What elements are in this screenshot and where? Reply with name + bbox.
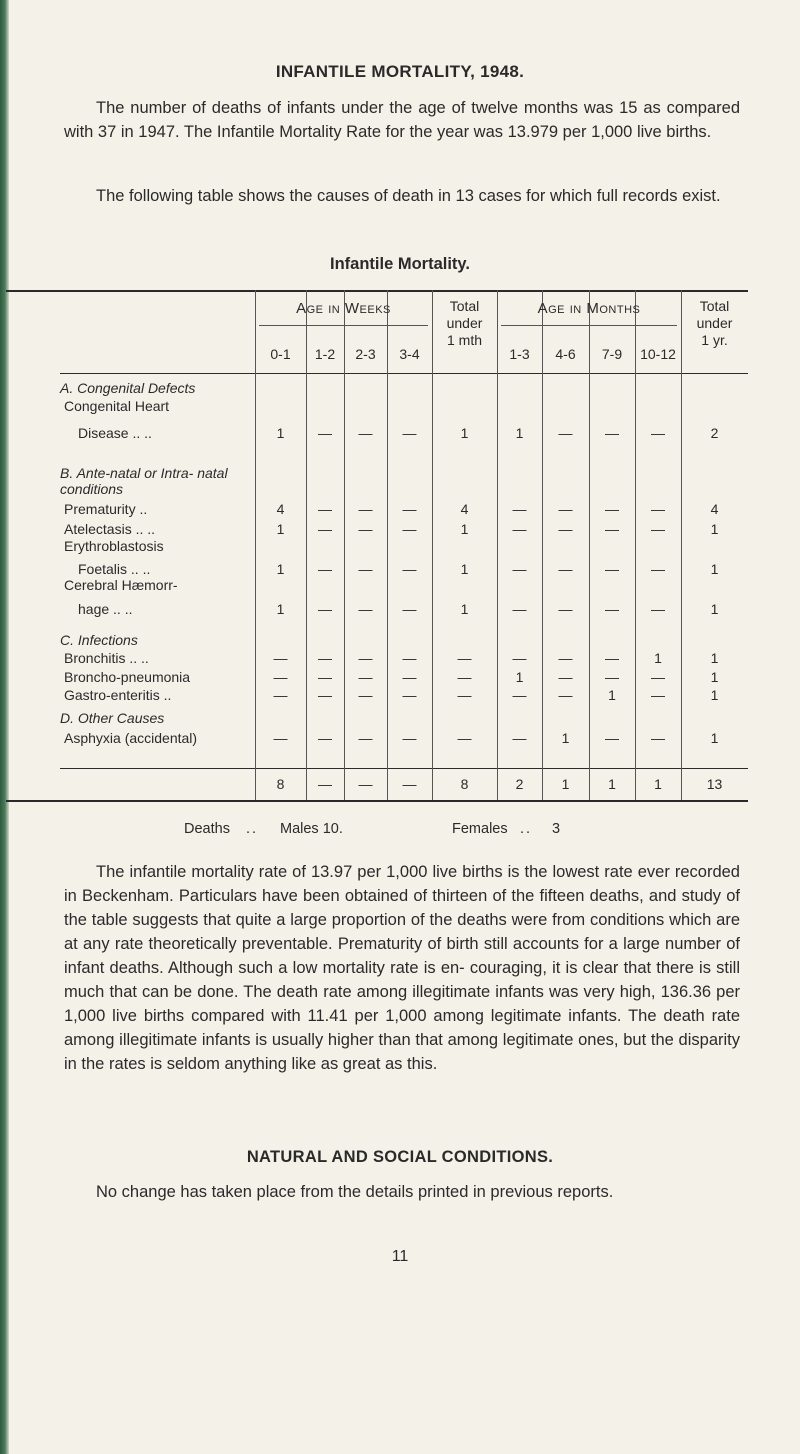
table-cell-value: — xyxy=(402,425,417,441)
table-cell-value: — xyxy=(358,730,373,746)
table-cell-value: — xyxy=(651,669,665,685)
section2-paragraph: No change has taken place from the details printed in previous reports. xyxy=(96,1183,614,1201)
column-header: 4-6 xyxy=(555,346,576,362)
table-cell-value: 1 xyxy=(460,521,469,537)
row-label: Disease .. .. xyxy=(78,425,152,441)
row-label: Asphyxia (accidental) xyxy=(64,730,198,746)
table-cell-value: — xyxy=(605,501,619,517)
table-cell-value: — xyxy=(651,521,665,537)
table-cell-value: — xyxy=(558,561,573,577)
header-age-in-months: Age in Months xyxy=(537,300,641,317)
table-cell-value: — xyxy=(651,601,665,617)
table-cell-value: 1 xyxy=(460,561,469,577)
column-divider xyxy=(306,290,307,800)
totals-cell-value: 1 xyxy=(561,776,570,792)
header-total-under-1-year: Total xyxy=(699,298,730,314)
header-total-under-1-month: Total xyxy=(449,298,480,314)
deaths-females-value: 3 xyxy=(552,821,561,837)
column-header: 7-9 xyxy=(601,346,623,362)
table-cell-value: — xyxy=(558,669,573,685)
table-cell-value: — xyxy=(651,687,665,703)
table-cell-value: — xyxy=(273,669,288,685)
header-total-under-1-year: 1 yr. xyxy=(701,332,728,348)
column-divider xyxy=(497,290,498,800)
section-title-natural-social: NATURAL AND SOCIAL CONDITIONS. xyxy=(246,1148,554,1166)
totals-cell-value: — xyxy=(402,776,417,792)
table-cell-value: 1 xyxy=(561,730,570,746)
table-header-rule xyxy=(60,373,748,374)
column-header: 1-3 xyxy=(509,346,530,362)
deaths-dots: .. xyxy=(246,821,259,837)
column-divider xyxy=(681,290,682,800)
row-label: Broncho-pneumonia xyxy=(64,669,191,685)
row-label: Atelectasis .. .. xyxy=(64,521,156,537)
table-cell-value: — xyxy=(318,521,332,537)
table-cell-value: — xyxy=(558,521,573,537)
table-cell-value: — xyxy=(402,501,417,517)
column-header: 2-3 xyxy=(355,346,376,362)
table-cell-value: — xyxy=(318,425,332,441)
table-cell-value: 1 xyxy=(276,601,285,617)
table-cell-value: — xyxy=(512,521,527,537)
totals-cell-value: — xyxy=(318,776,332,792)
table-cell-value: 1 xyxy=(460,425,469,441)
table-cell-value: — xyxy=(402,730,417,746)
table-cell-value: 1 xyxy=(515,669,524,685)
table-cell-value: 1 xyxy=(710,650,719,666)
table-cell-value: — xyxy=(512,687,527,703)
table-cell-value: 1 xyxy=(710,669,719,685)
table-cell-value: — xyxy=(651,425,665,441)
table-cell-value: 2 xyxy=(710,425,719,441)
category-label: D. Other Causes xyxy=(60,710,165,726)
column-divider xyxy=(542,290,543,800)
column-divider xyxy=(635,290,636,800)
table-cell-value: — xyxy=(318,650,332,666)
column-header: 10-12 xyxy=(640,346,676,362)
table-cell-value: — xyxy=(273,730,288,746)
table-cell-value: 1 xyxy=(710,521,719,537)
page-number: 11 xyxy=(391,1248,409,1265)
category-label: B. Ante-natal or Intra- natal conditions xyxy=(60,465,228,497)
table-cell-value: — xyxy=(318,669,332,685)
table-cell-value: — xyxy=(605,601,619,617)
table-cell-value: — xyxy=(651,501,665,517)
deaths-label: Deaths xyxy=(184,821,230,837)
table-cell-value: 1 xyxy=(276,425,285,441)
header-total-under-1-month: 1 mth xyxy=(446,332,482,348)
table-cell-value: — xyxy=(605,730,619,746)
table-cell-value: 1 xyxy=(654,650,662,666)
column-divider xyxy=(589,290,590,800)
table-cell-value: — xyxy=(605,650,619,666)
totals-cell-value: 8 xyxy=(460,776,469,792)
table-cell-value: 4 xyxy=(460,501,469,517)
row-label: Congenital Heart xyxy=(64,398,170,414)
row-label: Erythroblastosis xyxy=(64,538,164,554)
table-cell-value: 1 xyxy=(515,425,524,441)
table-cell-value: — xyxy=(402,561,417,577)
column-divider xyxy=(344,290,345,800)
table-cell-value: — xyxy=(651,561,665,577)
deaths-females-label: Females xyxy=(452,821,508,837)
category-label: C. Infections xyxy=(60,632,138,648)
deaths-females-dots: .. xyxy=(520,821,533,837)
column-header: 0-1 xyxy=(270,346,291,362)
table-cell-value: 4 xyxy=(710,501,719,517)
table-top-rule xyxy=(6,290,748,292)
column-header: 3-4 xyxy=(399,346,420,362)
totals-cell-value: 13 xyxy=(706,776,723,792)
table-cell-value: — xyxy=(512,601,527,617)
table-cell-value: — xyxy=(358,521,373,537)
table-cell-value: — xyxy=(512,501,527,517)
row-label: Bronchitis .. .. xyxy=(64,650,149,666)
table-cell-value: — xyxy=(358,669,373,685)
table-cell-value: 1 xyxy=(608,687,616,703)
table-cell-value: 1 xyxy=(710,730,719,746)
table-cell-value: — xyxy=(512,730,527,746)
table-cell-value: — xyxy=(457,669,472,685)
table-cell-value: — xyxy=(605,425,619,441)
header-total-under-1-month: under xyxy=(446,315,483,331)
row-label: hage .. .. xyxy=(78,601,133,617)
header-total-under-1-year: under xyxy=(696,315,733,331)
table-cell-value: — xyxy=(358,501,373,517)
row-label: Prematurity .. xyxy=(64,501,148,517)
table-cell-value: — xyxy=(402,650,417,666)
table-cell-value: — xyxy=(358,650,373,666)
table-cell-value: 4 xyxy=(276,501,285,517)
table-cell-value: — xyxy=(558,687,573,703)
table-cell-value: — xyxy=(512,561,527,577)
row-label: Cerebral Hæmorr- xyxy=(64,577,178,593)
table-cell-value: — xyxy=(605,521,619,537)
column-divider xyxy=(387,290,388,800)
row-label: Foetalis .. .. xyxy=(78,561,151,577)
table-cell-value: — xyxy=(402,687,417,703)
table-bottom-rule xyxy=(6,800,748,802)
row-label: Gastro-enteritis .. xyxy=(64,687,172,703)
table-cell-value: 1 xyxy=(460,601,469,617)
column-divider xyxy=(432,290,433,800)
table-cell-value: — xyxy=(402,669,417,685)
header-months-underline xyxy=(501,325,677,326)
table-cell-value: — xyxy=(651,730,665,746)
table-cell-value: — xyxy=(457,730,472,746)
totals-cell-value: 1 xyxy=(608,776,616,792)
totals-cell-value: 8 xyxy=(276,776,285,792)
page-title: INFANTILE MORTALITY, 1948. xyxy=(275,62,525,81)
header-age-in-weeks: Age in Weeks xyxy=(296,300,391,317)
totals-cell-value: 2 xyxy=(515,776,524,792)
table-cell-value: — xyxy=(558,601,573,617)
intro-paragraph: The number of deaths of infants under the age of twelve months was 15 as compared with 37 in 1947. The Infantile Mortality Rate for the year was 13.979 per 1,000 live births. xyxy=(64,99,740,141)
category-label: A. Congenital Defects xyxy=(60,380,196,396)
table-cell-value: 1 xyxy=(276,561,285,577)
table-cell-value: — xyxy=(402,521,417,537)
table-cell-value: — xyxy=(273,687,288,703)
table-cell-value: — xyxy=(457,687,472,703)
table-cell-value: — xyxy=(358,425,373,441)
table-cell-value: — xyxy=(318,730,332,746)
table-cell-value: 1 xyxy=(710,601,719,617)
table-cell-value: — xyxy=(605,561,619,577)
table-cell-value: — xyxy=(457,650,472,666)
deaths-males: Males 10. xyxy=(280,821,343,837)
totals-cell-value: 1 xyxy=(654,776,662,792)
table-cell-value: — xyxy=(358,687,373,703)
table-caption: Infantile Mortality. xyxy=(330,255,470,273)
table-cell-value: — xyxy=(318,501,332,517)
table-cell-value: — xyxy=(558,650,573,666)
table-cell-value: — xyxy=(605,669,619,685)
table-cell-value: — xyxy=(402,601,417,617)
table-body-rule xyxy=(60,768,748,769)
table-cell-value: — xyxy=(358,601,373,617)
table-cell-value: — xyxy=(318,561,332,577)
table-cell-value: — xyxy=(558,501,573,517)
table-cell-value: — xyxy=(558,425,573,441)
discussion-paragraph: The infantile mortality rate of 13.97 per 1,000 live births is the lowest rate ever recorded in Beckenham. Particulars have been obtained of thirteen of the fifteen deaths, and study of the table suggests that quite a large proportion of the deaths were from conditions which are at any rate theoretically preventable. Prematurity of birth still accounts for a large number of infant deaths. Although such a low mortality rate is en- couraging, it is clear that there is still much that can be done. The death rate among illegitimate infants was very high, 136.36 per 1,000 live births compared with 11.41 per 1,000 among legitimate infants. The death rate among illegitimate infants is usually higher than that among legitimate ones, but the disparity in the rates is seldom anything like as great as this. xyxy=(64,863,740,1073)
table-cell-value: — xyxy=(273,650,288,666)
table-cell-value: — xyxy=(512,650,527,666)
table-cell-value: — xyxy=(358,561,373,577)
table-cell-value: 1 xyxy=(276,521,285,537)
table-cell-value: — xyxy=(318,601,332,617)
table-cell-value: 1 xyxy=(710,687,719,703)
header-weeks-underline xyxy=(259,325,428,326)
table-cell-value: 1 xyxy=(710,561,719,577)
table-cell-value: — xyxy=(318,687,332,703)
table-intro-paragraph: The following table shows the causes of death in 13 cases for which full records exist. xyxy=(96,187,721,205)
totals-cell-value: — xyxy=(358,776,373,792)
column-header: 1-2 xyxy=(314,346,336,362)
